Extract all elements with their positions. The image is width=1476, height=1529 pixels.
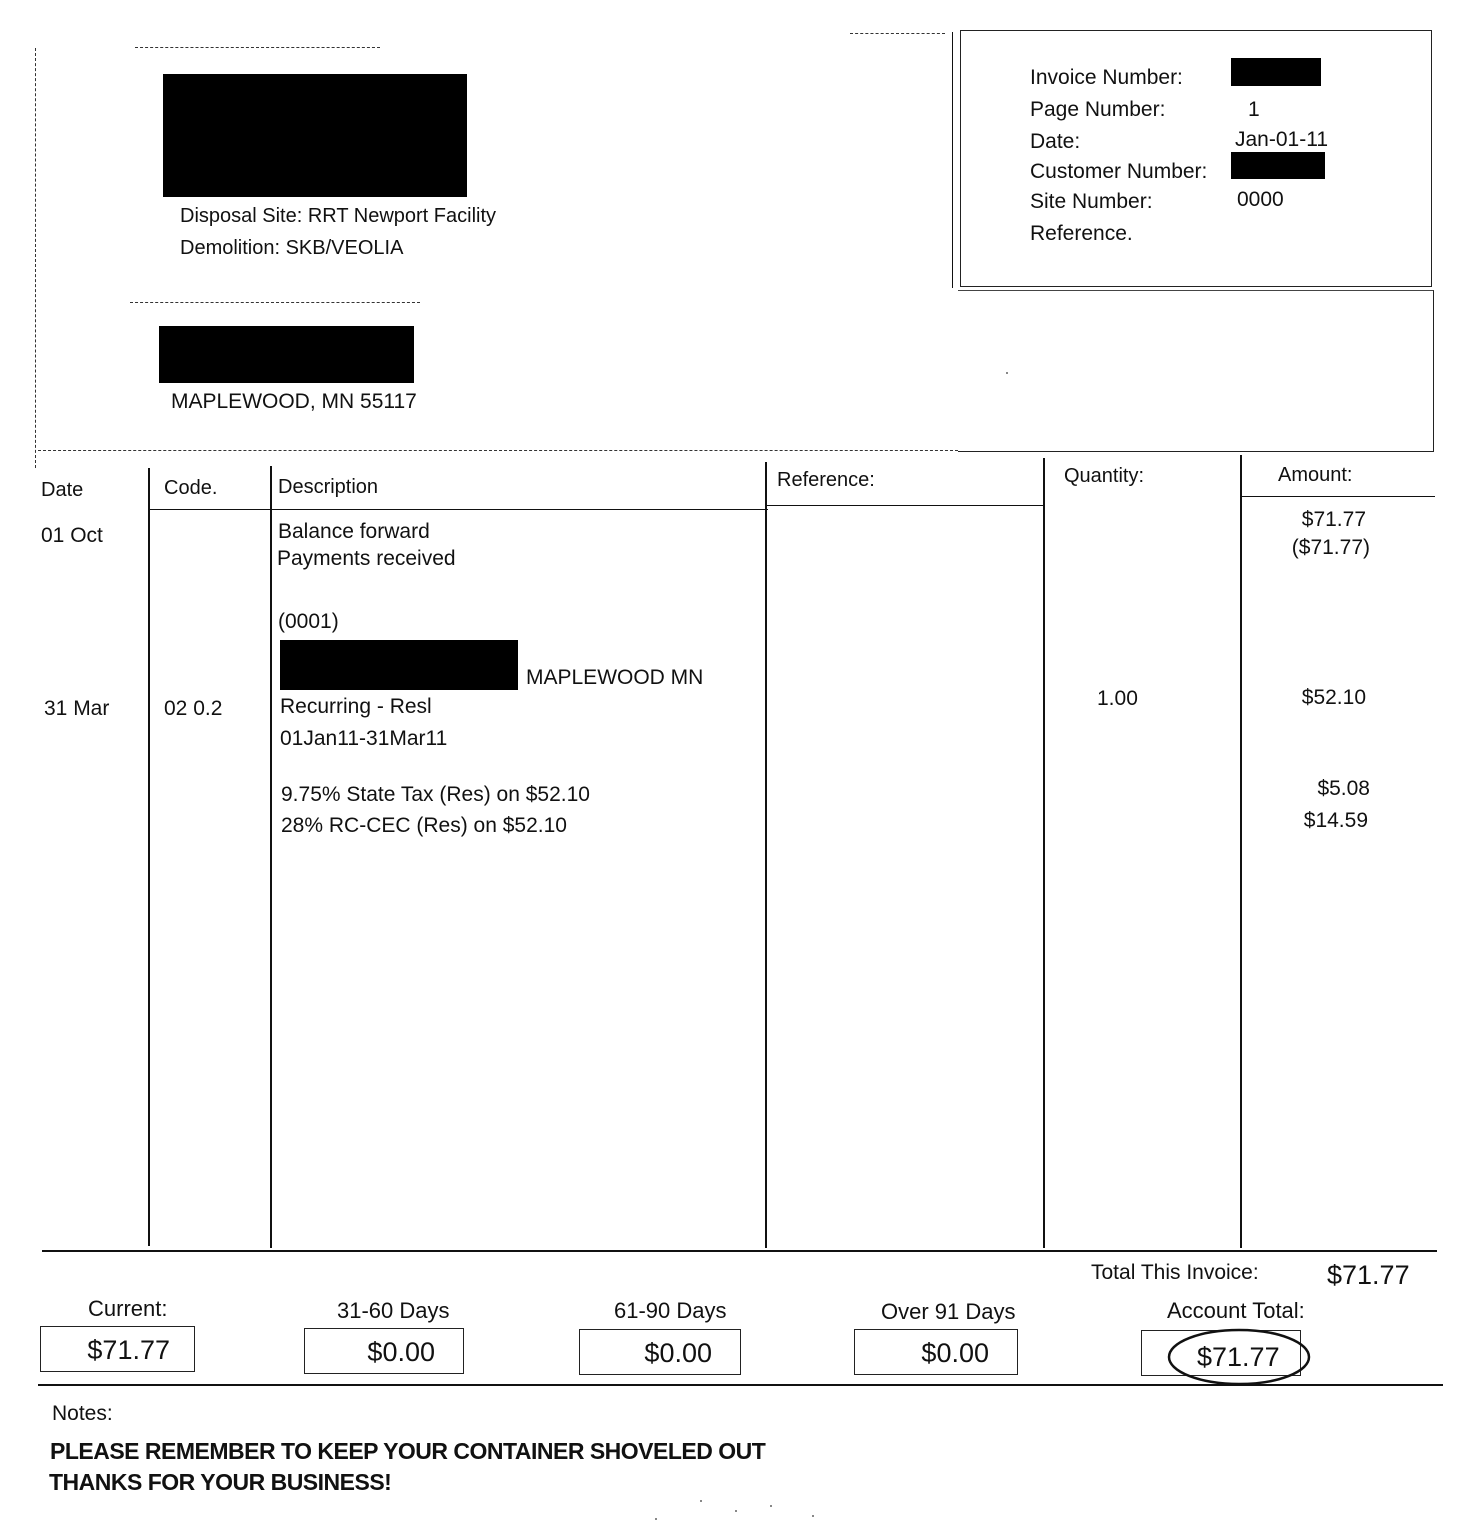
top-border-mid [850,33,945,34]
current-value: $71.77 [40,1326,195,1372]
current-label: Current: [88,1296,168,1321]
header-description: Description [278,476,379,498]
header-underline-right [765,505,1045,506]
date-label: Date: [1030,130,1081,153]
site-address-redacted [280,640,518,690]
scan-speck [655,1518,657,1520]
rc-cec-description: 28% RC-CEC (Res) on $52.10 [281,814,567,837]
days-31-60-label: 31-60 Days [337,1298,450,1323]
left-border [35,48,36,468]
header-date: Date [41,479,84,501]
scan-speck [735,1510,737,1512]
col-line-code-desc [270,466,272,1248]
page-number-value: 1 [1248,98,1260,121]
demolition: Demolition: SKB/VEOLIA [180,237,404,259]
header-code: Code. [164,477,218,499]
header-underline [148,509,768,510]
page-number-label: Page Number: [1030,98,1166,121]
state-tax-amount: $5.08 [1317,777,1370,800]
notes-line-2: THANKS FOR YOUR BUSINESS! [49,1469,392,1495]
customer-name-redacted [159,326,414,383]
service-period: 01Jan11-31Mar11 [280,727,448,750]
payments-amount: ($71.77) [1291,536,1370,559]
site-code: (0001) [278,610,339,633]
notes-line-1: PLEASE REMEMBER TO KEEP YOUR CONTAINER SHOVELED OUT [50,1438,766,1464]
col-line-qty-amt [1240,455,1242,1248]
invoice-number-redacted [1231,58,1321,86]
balance-amount: $71.77 [1301,508,1366,531]
bill-to-bottom [38,450,958,451]
over-91-label: Over 91 Days [881,1299,1016,1324]
invoice-box-outer-left [952,32,953,288]
header-amount: Amount: [1278,464,1353,486]
scan-speck [700,1500,702,1502]
invoice-number-label: Invoice Number: [1030,66,1183,89]
total-invoice-label: Total This Invoice: [1091,1261,1259,1284]
rc-cec-amount: $14.59 [1303,809,1368,832]
recurring-quantity: 1.00 [1097,687,1138,710]
account-total-value: $71.77 [1197,1342,1280,1372]
notes-label: Notes: [52,1402,113,1425]
account-total-label: Account Total: [1167,1298,1305,1323]
aging-bottom-line [38,1384,1443,1386]
site-number-value: 0000 [1237,188,1284,211]
payments-description: Payments received [277,547,456,570]
total-invoice-value: $71.77 [1327,1260,1410,1290]
col-line-ref-qty [1043,458,1045,1248]
col-line-date-code [148,468,150,1246]
scan-speck [770,1505,772,1507]
customer-number-redacted [1231,152,1325,179]
bill-to-city: MAPLEWOOD, MN 55117 [171,390,417,413]
table-bottom-line [42,1250,1437,1252]
balance-date: 01 Oct [41,524,103,547]
header-underline-amount [1240,496,1435,497]
date-value: Jan-01-11 [1235,128,1329,151]
days-31-60-value: $0.00 [304,1328,464,1374]
recurring-code: 02 0.2 [164,697,223,720]
recurring-amount: $52.10 [1301,686,1366,709]
reference-label: Reference. [1030,222,1133,245]
balance-description: Balance forward [278,520,430,543]
recurring-date: 31 Mar [44,697,110,720]
recurring-description: Recurring - Resl [280,695,432,718]
site-city: MAPLEWOOD MN [526,666,704,689]
col-line-desc-ref [765,462,767,1248]
bill-to-box-right [958,290,1434,452]
scan-speck [1006,372,1008,374]
scan-speck [812,1515,814,1517]
over-91-value: $0.00 [854,1329,1018,1375]
days-61-90-value: $0.00 [579,1329,741,1375]
header-reference: Reference: [777,469,875,491]
disposal-site: Disposal Site: RRT Newport Facility [180,205,497,227]
days-61-90-label: 61-90 Days [614,1298,727,1323]
company-logo-redacted [163,74,467,197]
customer-number-label: Customer Number: [1030,160,1208,183]
address-divider [130,302,420,303]
top-border-left [135,47,380,48]
site-number-label: Site Number: [1030,190,1153,213]
state-tax-description: 9.75% State Tax (Res) on $52.10 [281,783,590,806]
header-quantity: Quantity: [1064,465,1145,487]
